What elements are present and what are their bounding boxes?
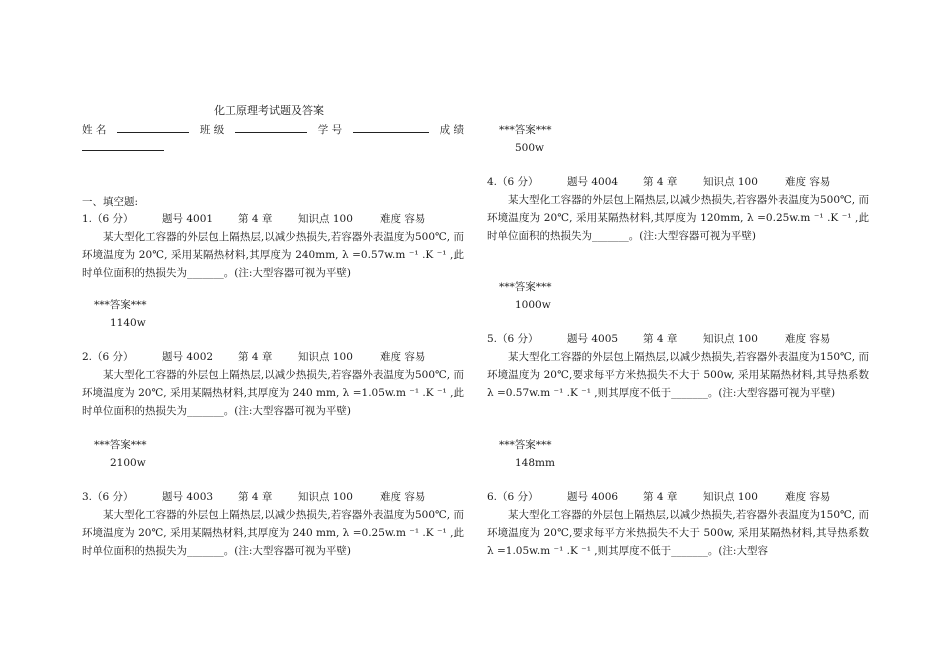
question-number: 5.（6 分） bbox=[487, 333, 539, 345]
question-chapter: 第 4 章 bbox=[643, 333, 678, 345]
answer-label: ***答案*** bbox=[94, 439, 147, 451]
question-number: 1.（6 分） bbox=[82, 213, 134, 225]
question-number: 3.（6 分） bbox=[82, 491, 134, 503]
question-difficulty: 难度 容易 bbox=[785, 491, 831, 503]
question-code: 题号 4004 bbox=[567, 176, 619, 188]
question-difficulty: 难度 容易 bbox=[380, 213, 426, 225]
name-blank bbox=[117, 121, 189, 133]
score-blank bbox=[82, 139, 164, 151]
answer-label: ***答案*** bbox=[499, 439, 552, 451]
question-difficulty: 难度 容易 bbox=[785, 176, 831, 188]
answer-value: 2100w bbox=[110, 457, 146, 469]
question-chapter: 第 4 章 bbox=[643, 176, 678, 188]
question-difficulty: 难度 容易 bbox=[380, 351, 426, 363]
id-blank bbox=[353, 121, 429, 133]
question-body: 某大型化工容器的外层包上隔热层,以减少热损失,若容器外表温度为500℃, 而环境温度为 20℃, 采用某隔热材料,其厚度为 240mm, λ =0.57w.m ⁻¹ .K ⁻¹ ,此时单位面积的热损失为_______。(注:大型容器可视为平壁) bbox=[82, 231, 464, 279]
question-code: 题号 4003 bbox=[162, 491, 214, 503]
question-number: 2.（6 分） bbox=[82, 351, 134, 363]
question-code: 题号 4005 bbox=[567, 333, 619, 345]
answer-value: 148mm bbox=[515, 457, 555, 469]
question-code: 题号 4001 bbox=[162, 213, 214, 225]
question-point: 知识点 100 bbox=[703, 176, 758, 188]
answer-label: ***答案*** bbox=[499, 281, 552, 293]
question-body: 某大型化工容器的外层包上隔热层,以减少热损失,若容器外表温度为150℃, 而环境温度为 20℃,要求每平方米热损失不大于 500w, 采用某隔热材料,其导热系数 λ =0.57w.m ⁻¹ .K ⁻¹ ,则其厚度不低于_______。(注:大型容器可视为平壁) bbox=[487, 351, 869, 399]
page-title: 化工原理考试题及答案 bbox=[214, 104, 324, 117]
class-label: 班 级 bbox=[199, 124, 225, 136]
question-code: 题号 4006 bbox=[567, 491, 619, 503]
answer-value: 1140w bbox=[110, 317, 146, 329]
question-code: 题号 4002 bbox=[162, 351, 214, 363]
score-label: 成 绩 bbox=[439, 124, 464, 136]
class-blank bbox=[235, 121, 307, 133]
question-point: 知识点 100 bbox=[298, 491, 353, 503]
question-chapter: 第 4 章 bbox=[238, 213, 273, 225]
student-info-row bbox=[82, 121, 464, 139]
question-body: 某大型化工容器的外层包上隔热层,以减少热损失,若容器外表温度为150℃, 而环境温度为 20℃,要求每平方米热损失不大于 500w, 采用某隔热材料,其导热系数 λ =1.05w.m ⁻¹ .K ⁻¹ ,则其厚度不低于_______。(注:大型容 bbox=[487, 509, 869, 557]
id-label: 学 号 bbox=[317, 124, 343, 136]
question-chapter: 第 4 章 bbox=[643, 491, 678, 503]
answer-label: ***答案*** bbox=[499, 124, 552, 136]
question-point: 知识点 100 bbox=[703, 333, 758, 345]
question-body: 某大型化工容器的外层包上隔热层,以减少热损失,若容器外表温度为500℃, 而环境温度为 20℃, 采用某隔热材料,其厚度为 240 mm, λ =1.05w.m ⁻¹ .K ⁻¹ ,此时单位面积的热损失为_______。(注:大型容器可视为平壁) bbox=[82, 369, 464, 417]
question-number: 6.（6 分） bbox=[487, 491, 539, 503]
question-body: 某大型化工容器的外层包上隔热层,以减少热损失,若容器外表温度为500℃, 而环境温度为 20℃, 采用某隔热材料,其厚度为 120mm, λ =0.25w.m ⁻¹ .K ⁻¹ ,此时单位面积的热损失为_______。(注:大型容器可视为平壁) bbox=[487, 194, 869, 242]
name-label: 姓 名 bbox=[82, 124, 107, 136]
question-point: 知识点 100 bbox=[298, 351, 353, 363]
question-difficulty: 难度 容易 bbox=[785, 333, 831, 345]
section-title: 一、填空题: bbox=[82, 196, 139, 208]
question-point: 知识点 100 bbox=[703, 491, 758, 503]
answer-value: 500w bbox=[515, 142, 545, 154]
question-difficulty: 难度 容易 bbox=[380, 491, 426, 503]
score-blank-row bbox=[82, 139, 164, 157]
question-point: 知识点 100 bbox=[298, 213, 353, 225]
answer-label: ***答案*** bbox=[94, 299, 147, 311]
question-body: 某大型化工容器的外层包上隔热层,以减少热损失,若容器外表温度为500℃, 而环境温度为 20℃, 采用某隔热材料,其厚度为 240 mm, λ =0.25w.m ⁻¹ .K ⁻¹ ,此时单位面积的热损失为_______。(注:大型容器可视为平壁) bbox=[82, 509, 464, 557]
question-chapter: 第 4 章 bbox=[238, 491, 273, 503]
question-chapter: 第 4 章 bbox=[238, 351, 273, 363]
answer-value: 1000w bbox=[515, 299, 551, 311]
question-number: 4.（6 分） bbox=[487, 176, 539, 188]
